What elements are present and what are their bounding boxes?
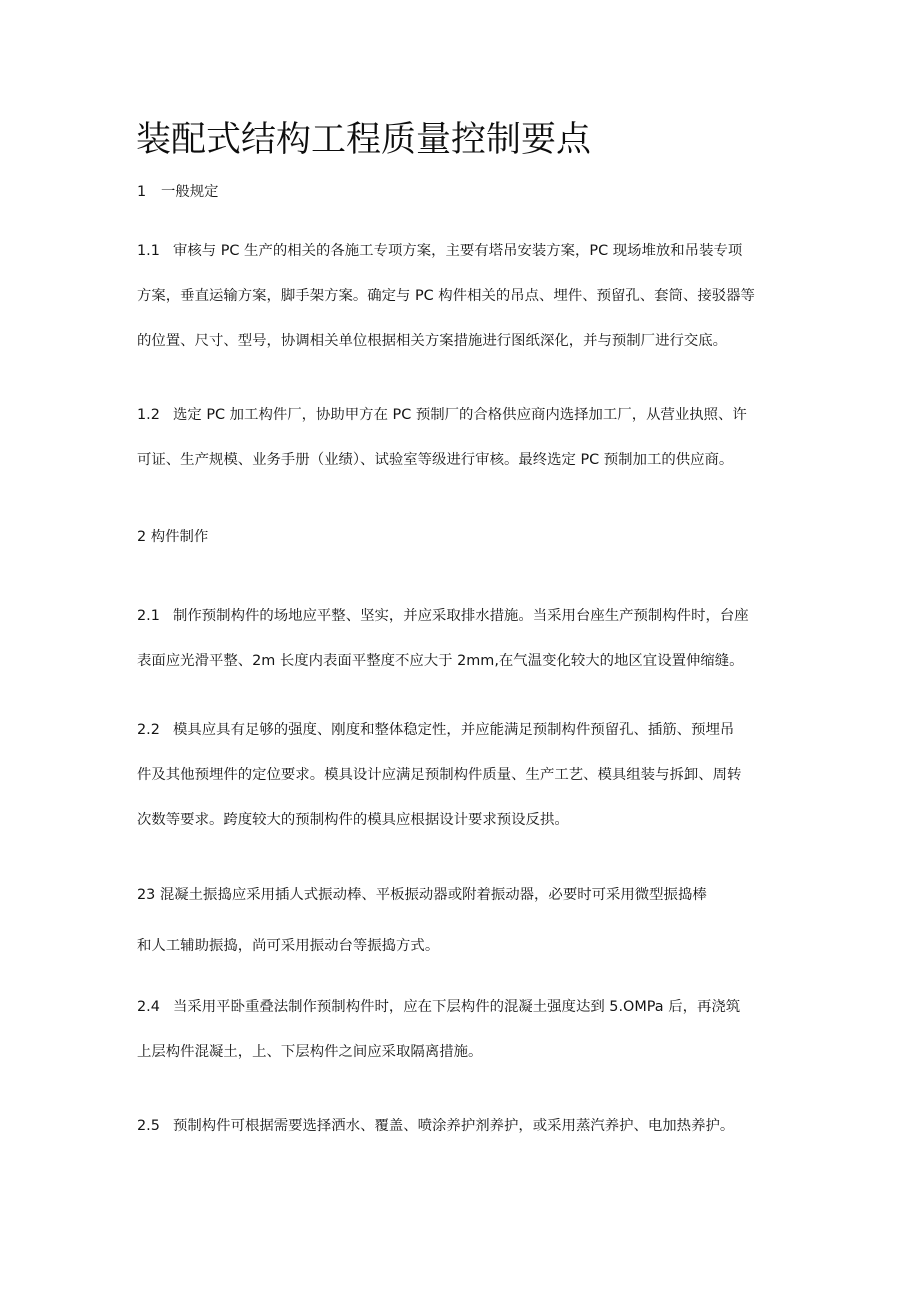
- clause-number: 1.1: [137, 243, 160, 259]
- document-title: 装配式结构工程质量控制要点: [136, 120, 592, 160]
- paragraph-line: 和人工辅助振捣，尚可采用振动台等振捣方式。: [137, 938, 440, 954]
- paragraph-1-2: [137, 393, 787, 483]
- section-1-heading: [137, 179, 219, 205]
- paragraph-2-4: [137, 985, 787, 1075]
- paragraph-line: 上层构件混凝土，上、下层构件之间应采取隔离措施。: [137, 1044, 483, 1060]
- clause-number: 2.1: [137, 608, 160, 624]
- paragraph-line: [137, 1104, 787, 1149]
- paragraph-line: [137, 985, 787, 1030]
- paragraph-1-1: [137, 229, 787, 364]
- line-text: 审核与 PC 生产的相关的各施工专项方案，主要有塔吊安装方案，PC 现场堆放和吊装专项: [173, 243, 743, 259]
- paragraph-line: 表面应光滑平整、2m 长度内表面平整度不应大于 2mm,在气温变化较大的地区宜设置伸缩缝。: [137, 653, 744, 669]
- paragraph-2-2: [137, 708, 787, 843]
- section-number: 1: [137, 184, 147, 200]
- paragraph-line: 的位置、尺寸、型号，协调相关单位根据相关方案措施进行图纸深化，并与预制厂进行交底。: [137, 333, 728, 349]
- line-text: 当采用平卧重叠法制作预制构件时，应在下层构件的混凝土强度达到 5.OMPa 后，再浇筑: [173, 999, 741, 1015]
- line-text: 制作预制构件的场地应平整、坚实，并应采取排水措施。当采用台座生产预制构件时，台座: [173, 608, 749, 624]
- paragraph-2-3: [137, 873, 787, 969]
- section-2-heading: 2 构件制作: [137, 529, 209, 545]
- paragraph-line: 件及其他预埋件的定位要求。模具设计应满足预制构件质量、生产工艺、模具组装与拆卸、周转: [137, 767, 742, 783]
- paragraph-line: 23 混凝土振捣应采用插人式振动棒、平板振动器或附着振动器，必要时可采用微型振捣棒: [137, 887, 707, 903]
- line-text: 选定 PC 加工构件厂，协助甲方在 PC 预制厂的合格供应商内选择加工厂，从营业执照、许: [173, 407, 747, 423]
- paragraph-line: [137, 594, 787, 639]
- clause-number: 1.2: [137, 407, 160, 423]
- paragraph-line: [137, 708, 787, 753]
- paragraph-line: 可证、生产规模、业务手册（业绩）、试验室等级进行审核。最终选定 PC 预制加工的供应商。: [137, 452, 734, 468]
- clause-number: 2.4: [137, 999, 160, 1015]
- paragraph-line: [137, 229, 787, 274]
- paragraph-2-1: [137, 594, 787, 684]
- clause-number: 2.2: [137, 722, 160, 738]
- paragraph-line: 次数等要求。跨度较大的预制构件的模具应根据设计要求预设反拱。: [137, 812, 569, 828]
- line-text: 模具应具有足够的强度、刚度和整体稳定性，并应能满足预制构件预留孔、插筋、预埋吊: [173, 722, 735, 738]
- paragraph-2-5: [137, 1104, 787, 1149]
- paragraph-line: [137, 393, 787, 438]
- paragraph-line: 方案，垂直运输方案，脚手架方案。确定与 PC 构件相关的吊点、埋件、预留孔、套筒、接驳器等: [137, 288, 755, 304]
- line-text: 预制构件可根据需要选择洒水、覆盖、喷涂养护剂养护，或采用蒸汽养护、电加热养护。: [173, 1118, 735, 1134]
- section-title: 一般规定: [161, 184, 219, 200]
- clause-number: 2.5: [137, 1118, 160, 1134]
